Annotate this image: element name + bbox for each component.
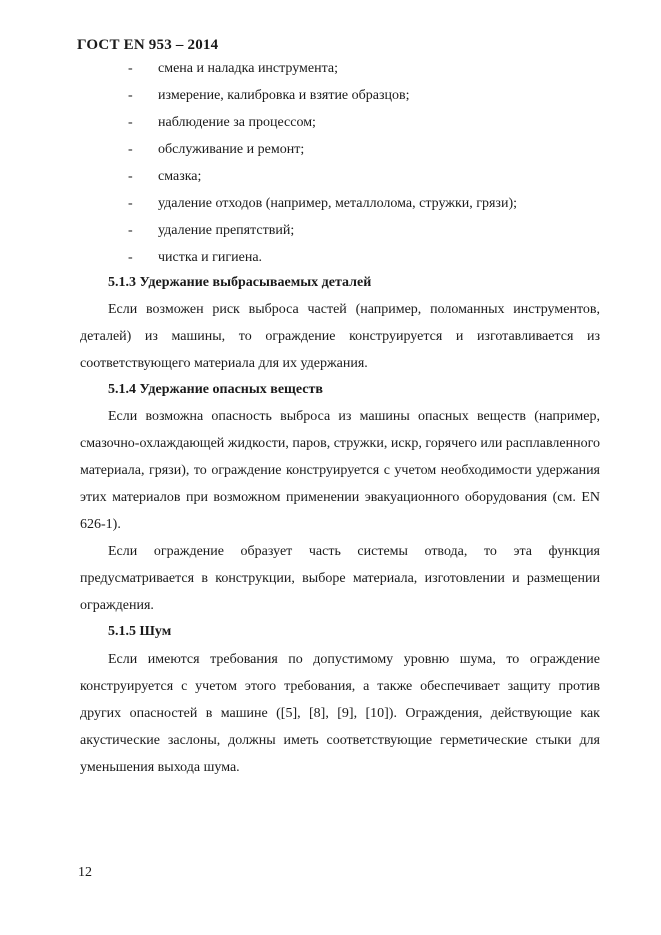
list-item-text: смазка; xyxy=(158,169,202,184)
list-item-text: удаление препятствий; xyxy=(158,223,295,238)
dash-bullet: - xyxy=(128,250,133,265)
list-item xyxy=(0,190,661,217)
paragraph-5-1-4-a: Если возможна опасность выброса из машины опасных веществ (например, смазочно-охлаждающей жидкости, паров, стружки, искр, горячего или расплавленного материала, грязи), то ограждение конструируется с учетом необходимости удержания этих материалов при возможном применении эвакуационного оборудования (см. EN 626-1). xyxy=(80,409,600,532)
dash-bullet: - xyxy=(128,142,133,157)
list-item xyxy=(0,163,661,190)
list-item xyxy=(0,82,661,109)
list-item-text: наблюдение за процессом; xyxy=(158,115,316,130)
paragraph-5-1-4-b: Если ограждение образует часть системы отвода, то эта функция предусматривается в конструкции, выборе материала, изготовлении и размещении ограждения. xyxy=(80,544,600,613)
list-item-text: измерение, калибровка и взятие образцов; xyxy=(158,88,410,103)
document-header: ГОСТ EN 953 – 2014 xyxy=(77,37,219,53)
list-item-text: обслуживание и ремонт; xyxy=(158,142,305,157)
section-heading-5-1-4: 5.1.4 Удержание опасных веществ xyxy=(108,382,323,397)
page-number: 12 xyxy=(78,865,92,880)
list-item-text: удаление отходов (например, металлолома, стружки, грязи); xyxy=(158,196,517,211)
dash-bullet: - xyxy=(128,196,133,211)
dash-bullet: - xyxy=(128,88,133,103)
list-item-text: смена и наладка инструмента; xyxy=(158,61,339,76)
dash-bullet: - xyxy=(128,115,133,130)
list-item xyxy=(0,244,661,271)
list-item xyxy=(0,136,661,163)
list-item xyxy=(0,109,661,136)
section-heading-5-1-3: 5.1.3 Удержание выбрасываемых деталей xyxy=(108,275,372,290)
section-heading-5-1-5: 5.1.5 Шум xyxy=(108,624,172,639)
bullet-list xyxy=(0,55,661,271)
dash-bullet: - xyxy=(128,223,133,238)
list-item-text: чистка и гигиена. xyxy=(158,250,263,265)
dash-bullet: - xyxy=(128,169,133,184)
paragraph-5-1-5: Если имеются требования по допустимому уровню шума, то ограждение конструируется с учетом этого требования, а также обеспечивает защиту против других опасностей в машине ([5], [8], [9], [10]). Ограждения, действующие как акустические заслоны, должны иметь соответствующие герметические стыки для уменьшения выхода шума. xyxy=(80,652,600,775)
paragraph-5-1-3: Если возможен риск выброса частей (например, поломанных инструментов, деталей) из машины, то ограждение конструируется и изготавливается из соответствующего материала для их удержания. xyxy=(80,302,600,371)
list-item xyxy=(0,55,661,82)
list-item xyxy=(0,217,661,244)
dash-bullet: - xyxy=(128,61,133,76)
